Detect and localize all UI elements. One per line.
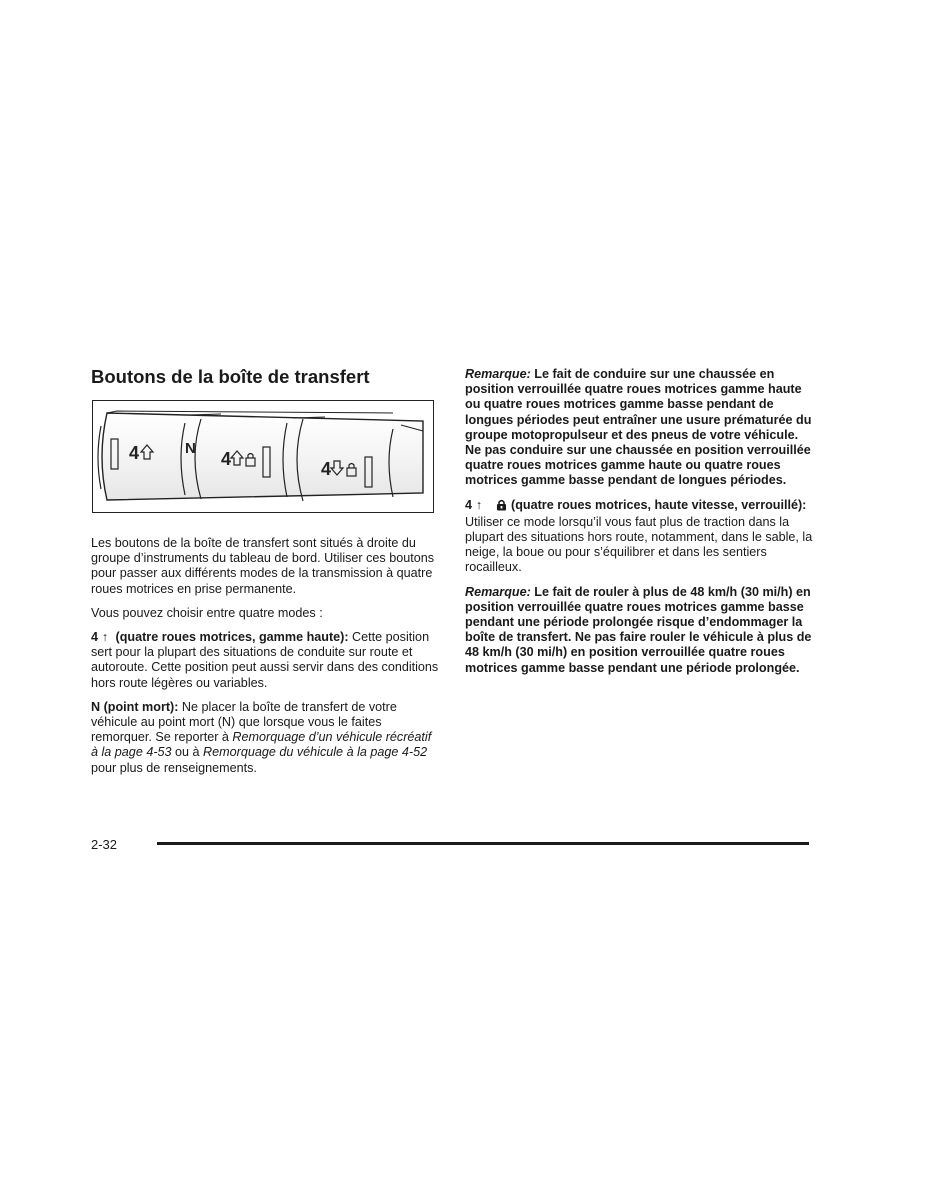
up-arrow-icon: ↑ bbox=[475, 497, 483, 512]
note-1 bbox=[465, 367, 815, 489]
mode2-label: N (point mort): bbox=[91, 699, 179, 714]
right-column bbox=[465, 367, 815, 685]
mode-4-high-paragraph bbox=[91, 630, 441, 691]
section-heading: Boutons de la boîte de transfert bbox=[91, 366, 370, 387]
btn2-label: N bbox=[185, 440, 196, 457]
footer-rule bbox=[157, 842, 809, 845]
mode2-text-1: Ne placer la boîte de transfert de votre véhicule au point mort (N) que lorsque vous le faites remorquer. Se reporter à bbox=[91, 699, 397, 745]
note1-label: Remarque: bbox=[465, 367, 531, 381]
mode2-text-3: pour plus de renseignements. bbox=[91, 760, 257, 775]
page-number: 2-32 bbox=[91, 837, 118, 852]
mode3-label: (quatre roues motrices, haute vitesse, verrouillé): bbox=[511, 497, 807, 512]
mode3-number: 4 bbox=[465, 497, 473, 512]
transfer-case-illustration bbox=[93, 401, 433, 512]
link-remorquage-vehicule[interactable]: Remorquage du véhicule à la page 4-52 bbox=[203, 745, 428, 760]
btn4-label: 4 bbox=[321, 459, 332, 479]
mode1-number: 4 bbox=[91, 630, 99, 645]
note2-label: Remarque: bbox=[465, 584, 531, 599]
link-remorquage-recreatif[interactable]: Remorquage d’un véhicule récréatif à la page 4-53 bbox=[91, 730, 432, 760]
left-column bbox=[91, 366, 441, 785]
up-arrow-icon: ↑ bbox=[101, 630, 109, 645]
mode-4-high-lock-paragraph bbox=[465, 498, 815, 576]
mode3-text: Utiliser ce mode lorsqu’il vous faut plus de traction dans la plupart des situations hors route, notamment, dans le sable, la neige, la boue ou pour s’équilibrer et dans les sentiers rocailleux. bbox=[465, 514, 813, 575]
btn3-label: 4 bbox=[221, 449, 232, 469]
mode1-label: (quatre roues motrices, gamme haute): bbox=[115, 630, 349, 645]
mode2-text-2: ou à bbox=[171, 745, 204, 760]
note2-text: Le fait de rouler à plus de 48 km/h (30 mi/h) en position verrouillée quatre roues motrices gamme basse pendant une période prolongée risque d’endommager la boîte de transfert. Ne pas faire rouler le véhicule à plus de 48 km/h (30 mi/h) en position verrouillée quatre roues motrices gamme basse pendant une période prolongée. bbox=[465, 584, 812, 675]
mode-neutral-paragraph bbox=[91, 700, 441, 776]
lock-icon bbox=[496, 499, 507, 515]
mode1-text: Cette position sert pour la plupart des situations de conduite sur route et autoroute. Cette position peut aussi servir dans des conditions hors route légères ou variables. bbox=[91, 630, 439, 690]
intro-paragraph: Les boutons de la boîte de transfert sont situés à droite du groupe d’instruments du tableau de bord. Utiliser ces boutons pour passer aux différents modes de la transmission à quatre roues motrices en prise permanente. bbox=[91, 536, 435, 596]
transfer-case-buttons-figure bbox=[92, 400, 434, 513]
choose-paragraph: Vous pouvez choisir entre quatre modes : bbox=[91, 605, 323, 620]
btn1-label: 4 bbox=[129, 443, 140, 463]
note1-text: Le fait de conduire sur une chaussée en position verrouillée quatre roues motrices gamme haute ou quatre roues motrices gamme basse pendant de longues périodes peut entraîner une usure prématurée du groupe motopropulseur et des pneus de votre véhicule. Ne pas conduire sur une chaussée en position verrouillée quatre roues motrices gamme haute ou quatre roues motrices gamme basse pendant de longues périodes. bbox=[465, 367, 812, 488]
note-2 bbox=[465, 585, 815, 676]
